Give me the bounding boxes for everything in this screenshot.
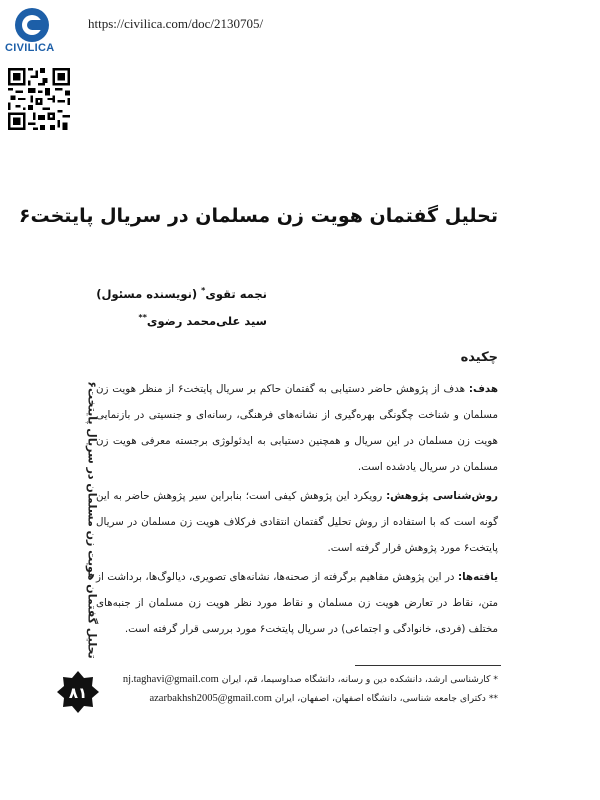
abstract-body bbox=[96, 376, 498, 645]
paragraph-label: روش‌شناسی پژوهش: bbox=[386, 490, 498, 502]
author-name: سید علی‌محمد رضوی bbox=[146, 313, 267, 328]
qr-code-icon bbox=[8, 68, 70, 130]
footnote-affiliation: کارشناسی ارشد، دانشکده دین و رسانه، دانشگاه صداوسیما، قم، ایران bbox=[221, 674, 491, 685]
page-number-badge bbox=[56, 670, 100, 714]
abstract-heading: چکیده bbox=[460, 350, 498, 365]
footnote-email[interactable]: nj.taghavi@gmail.com bbox=[122, 674, 219, 685]
paragraph-text: در این پژوهش مفاهیم برگرفته از صحنه‌ها، نشانه‌های تصویری، دیالوگ‌ها، برداشت از متن، نقاط در تعارض هویت زن مسلمان و نقاط مورد نظر هویت زن مسلمان از جنبه‌های مختلف (فردی، خانوادگی و اجتماعی) در سریال پایتخت۶ مورد بررسی قرار گرفته است. bbox=[96, 571, 498, 635]
paragraph-label: یافته‌ها: bbox=[457, 571, 498, 583]
paragraph-label: هدف: bbox=[468, 383, 499, 395]
logo-text: CIVILICA bbox=[5, 42, 55, 54]
author-2 bbox=[139, 313, 267, 328]
author-name: نجمه تقوی bbox=[205, 286, 267, 301]
footnotes bbox=[78, 670, 498, 708]
footnote-1 bbox=[78, 670, 498, 689]
paragraph-text: هدف از پژوهش حاضر دستیابی به گفتمان حاکم بر سریال پایتخت۶ از منظر هویت زن مسلمان و شناخت چگونگی بهره‌گیری از نشانه‌های فرهنگی، رسانه‌ای و جنسیتی در بازنمایی هویت زن مسلمان در این سریال و همچنین دستیابی به ایدئولوژی برجسته معرفی هویت زن مسلمان در سریال یادشده است. bbox=[96, 383, 498, 473]
footnote-affiliation: دکترای جامعه شناسی، دانشگاه اصفهان، اصفهان، ایران bbox=[274, 693, 486, 704]
abstract-paragraph-methodology bbox=[96, 483, 498, 561]
abstract-paragraph-objective bbox=[96, 376, 498, 480]
footnote-email[interactable]: azarbakhsh2005@gmail.com bbox=[149, 693, 272, 704]
page-number: ۸۱ bbox=[68, 684, 88, 702]
footnote-mark: ** bbox=[488, 693, 498, 704]
author-role: (نویسنده مسئول) bbox=[96, 286, 198, 301]
paragraph-text: رویکرد این پژوهش کیفی است؛ بنابراین سیر پژوهش حاضر به این گونه است که با استفاده از روش تحلیل گفتمان انتقادی فرکلاف هویت زن مسلمان در سریال پایتخت۶ مورد پژوهش قرار گرفته است. bbox=[96, 490, 498, 554]
paper-title: تحلیل گفتمان هویت زن مسلمان در سریال پایتخت۶ bbox=[18, 205, 498, 227]
footnote-divider bbox=[355, 665, 501, 666]
running-title: تحلیل گفتمان هویت زن مسلمان در سریال پایتخت۶ bbox=[85, 381, 99, 659]
footnote-2 bbox=[78, 689, 498, 708]
author-1 bbox=[96, 286, 267, 301]
abstract-paragraph-findings bbox=[96, 564, 498, 642]
document-url[interactable]: https://civilica.com/doc/2130705/ bbox=[88, 16, 264, 31]
author-mark: ** bbox=[138, 313, 147, 322]
author-mark: * bbox=[201, 286, 206, 295]
footnote-mark: * bbox=[493, 674, 498, 685]
